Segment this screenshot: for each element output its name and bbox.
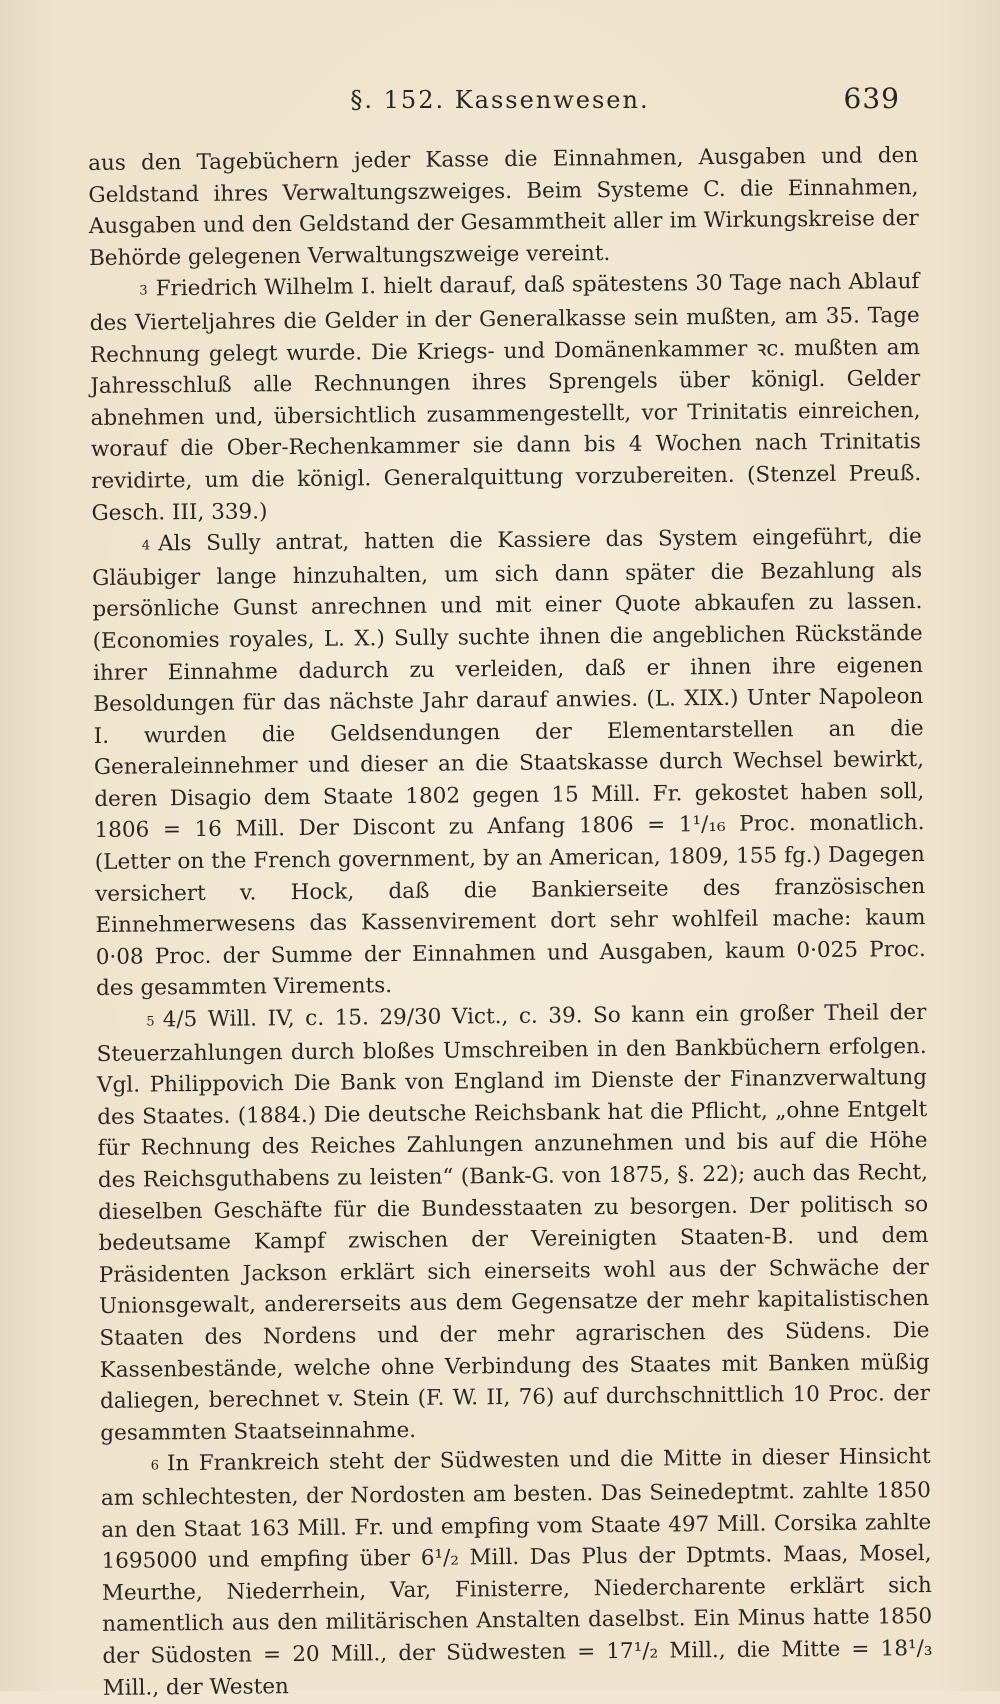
paragraph-text: Als Sully antrat, hatten die Kassiere das System eingeführt, die Gläubiger lange hinzuhalten, um sich dann später die Bezahlung als persönliche Gunst anrechnen und mit einer Quote abkaufen zu lassen. (Economies royales, L. X.) Sully suchte ihnen die angeblichen Rückstände ihrer Einnahme dadurch zu verleiden, daß er ihnen ihre eigenen Besoldungen für das nächste Jahr darauf anwies. (L. XIX.) Unter Napoleon I. wurden die Geldsendungen der Elementarstellen an die Generaleinnehmer und dieser an die Staatskasse durch Wechsel bewirkt, deren Disagio dem Staate 1802 gegen 15 Mill. Fr. gekostet haben soll, 1806 = 16 Mill. Der Discont zu Anfang 1806 = 1¹/₁₆ Proc. monatlich. (Letter on the French government, by an American, 1809, 155 fg.) Dagegen versichert v. Hock, daß die Bankierseite des französischen Einnehmerwesens das Kassenvirement dort sehr wohlfeil mache: kaum 0·08 Proc. der Summe der Einnahmen und Ausgaben, kaum 0·025 Proc. des gesammten Virements. (92, 524, 926, 1002)
paragraph-text: aus den Tagebüchern jeder Kasse die Einnahmen, Ausgaben und den Geldstand ihres Verwaltungszweiges. Beim Systeme C. die Einnahmen, Ausgaben und den Geldstand der Gesammtheit aller im Wirkungskreise der Behörde gelegenen Verwaltungszweige vereint. (88, 143, 919, 271)
footnote-number: 6 (150, 1458, 160, 1474)
page-number: 639 (843, 82, 900, 115)
page-header (100, 82, 900, 126)
footnote-continuation (88, 140, 919, 274)
footnote-3 (89, 266, 921, 529)
footnote-number: 4 (141, 538, 151, 554)
paragraph-text: 4/5 Will. IV, c. 15. 29/30 Vict., c. 39. So kann ein großer Theil der Steuerzahlungen durch bloßes Umschreiben in den Bankbüchern erfolgen. Vgl. Philippovich Die Bank von England im Dienste der Finanzverwaltung des Staates. (1884.) Die deutsche Reichsbank hat die Pflicht, „ohne Entgelt für Rechnung des Reiches Zahlungen anzunehmen und bis auf die Höhe des Reichsguthabens zu leisten“ (Bank-G. von 1875, §. 22); auch das Recht, dieselben Geschäfte für die Bundesstaaten zu besorgen. Der politisch so bedeutsame Kampf zwischen der Vereinigten Staaten-B. und dem Präsidenten Jackson erklärt sich einerseits wohl aus der Schwäche der Unionsgewalt, andererseits aus dem Gegensatze der mehr kapitalistischen Staaten des Nordens und der mehr agrarischen des Südens. Die Kassenbestände, welche ohne Verbindung des Staates mit Banken müßig daliegen, berechnet v. Stein (F. W. II, 76) auf durchschnittlich 10 Proc. der gesammten Staatseinnahme. (96, 1000, 931, 1446)
paragraph-text: In Frankreich steht der Südwesten und die Mitte in dieser Hinsicht am schlechtesten, der Nordosten am besten. Das Seinedeptmt. zahlte 1850 an den Staat 163 Mill. Fr. und empfing vom Staate 497 Mill. Corsika zahlte 1695000 und empfing über 6¹/₂ Mill. Das Plus der Dptmts. Maas, Mosel, Meurthe, Niederrhein, Var, Finisterre, Niedercharente erklärt sich namentlich aus den militärischen Anstalten daselbst. Ein Minus hatte 1850 der Südosten = 20 Mill., der Südwesten = 17¹/₂ Mill., die Mitte = 18¹/₃ Mill., der Westen (100, 1444, 933, 1701)
footnote-number: 5 (146, 1014, 155, 1030)
footnote-6 (100, 1441, 932, 1704)
section-heading: §. 152. Kassenwesen. (350, 86, 650, 114)
footnote-5 (96, 997, 930, 1449)
footnote-4 (92, 521, 927, 1005)
footnote-number: 3 (139, 283, 148, 299)
footnote-text-block (88, 140, 933, 1704)
paragraph-text: Friedrich Wilhelm I. hielt darauf, daß spätestens 30 Tage nach Ablauf des Vierteljahres die Gelder in der Generalkasse sein mußten, am 35. Tage Rechnung gelegt wurde. Die Kriegs- und Domänenkammer ꝛc. mußten am Jahresschluß alle Rechnungen ihres Sprengels über königl. Gelder abnehmen und, übersichtlich zusammengestellt, vor Trinitatis einreichen, worauf die Ober-Rechenkammer sie dann bis 4 Wochen nach Trinitatis revidirte, um die königl. Generalquittung vorzubereiten. (Stenzel Preuß. Gesch. III, 339.) (89, 269, 922, 526)
